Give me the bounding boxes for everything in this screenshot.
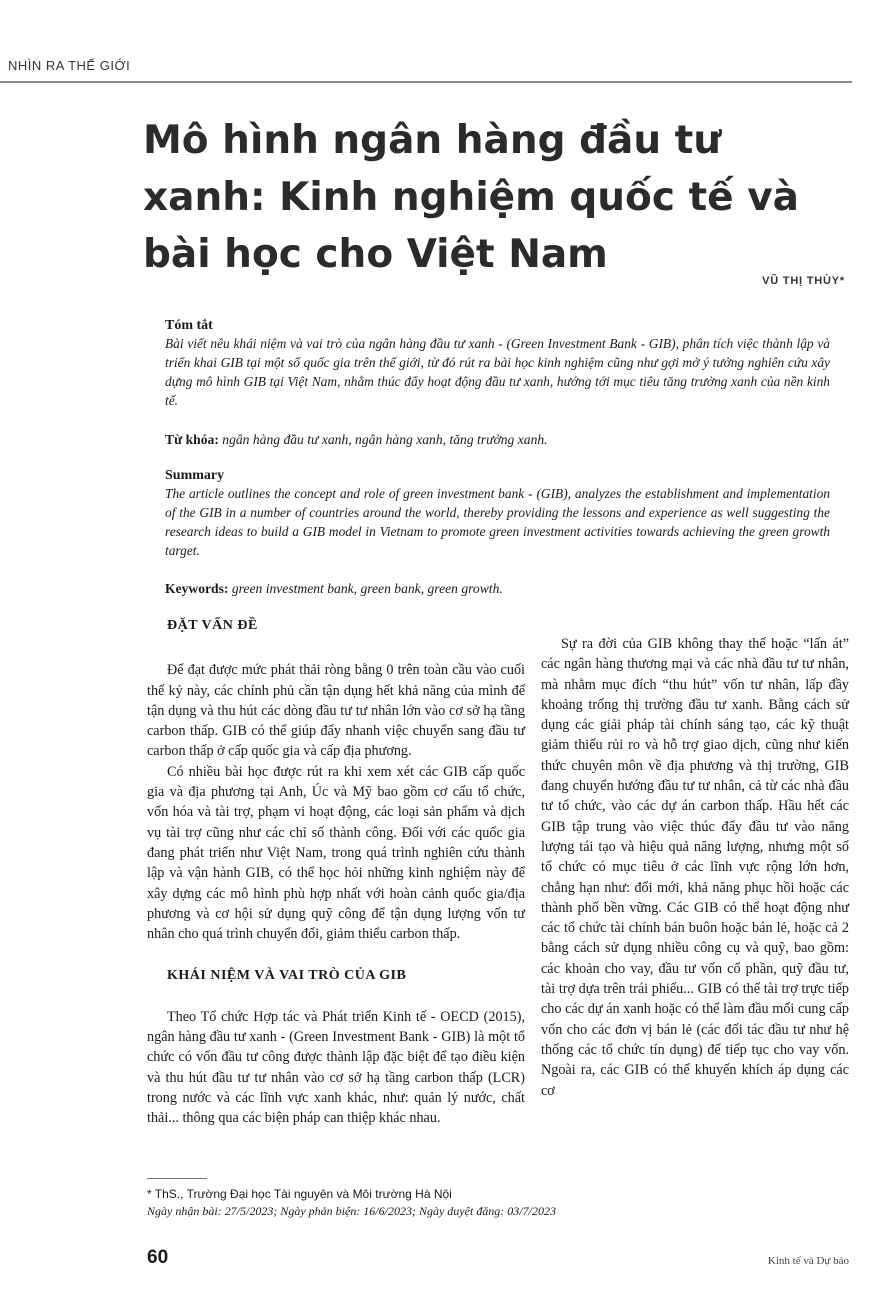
abstract-en-heading: Summary	[165, 468, 225, 483]
keywords-vi	[165, 430, 830, 449]
body-paragraph-3: Theo Tổ chức Hợp tác và Phát triển Kinh tế - OECD (2015), ngân hàng đầu tư xanh - (Green Investment Bank - GIB) là một tổ chức có vốn đầu tư công được thành lập đặc biệt để tạo điều kiện và thu hút đầu tư tư nhân vào cơ sở hạ tầng carbon thấp (LCR) trong nước và các lĩnh vực xanh khác, như: quản lý nước, chất thải... thông qua các biện pháp can thiệp khác nhau.	[147, 1008, 525, 1127]
section-heading-intro: ĐẶT VẤN ĐỀ	[167, 618, 258, 633]
abstract-en	[165, 467, 830, 560]
keywords-vi-label: Từ khóa:	[165, 432, 219, 447]
section-heading-concept: KHÁI NIỆM VÀ VAI TRÒ CỦA GIB	[167, 968, 407, 984]
footnote	[147, 1186, 707, 1220]
abstract-en-text: The article outlines the concept and role of green investment bank - (GIB), analyzes the establishment and implementation of the GIB in a number of countries around the world, thereby providing the lessons and experience as well suggesting the research ideas to build a GIB model in Vietnam to promote green investment activities towards achieving the green growth target.	[165, 486, 830, 558]
keywords-en-text: green investment bank, green bank, green growth.	[231, 581, 503, 596]
body-paragraph-4: Sự ra đời của GIB không thay thế hoặc “lấn át” các ngân hàng thương mại và các nhà đầu tư tư nhân, mà nhằm mục đích “thu hút” vốn tư nhân, lấp đầy khoảng trống thị trường đầu tư xanh. Bằng cách sử dụng các giải pháp tài chính sáng tạo, các kỹ thuật giảm thiểu rủi ro và hỗ trợ giao dịch, cũng như kiến thức chuyên môn về địa phương và thị trường, GIB đang chuyển hướng đầu tư tư nhân, cả từ các nhà đầu tư tổ chức, vào các dự án carbon thấp. Hầu hết các GIB tập trung vào việc thúc đẩy đầu tư vào năng lượng tái tạo và hiệu quả năng lượng, nhưng một số tổ chức có mục tiêu ở các lĩnh vực rộng lớn hơn, chẳng hạn như: đổi mới, khả năng phục hồi hoặc các thành phố bền vững. Các GIB có thể hoạt động như các tổ chức tài chính bán buôn hoặc bán lẻ, hoặc cả 2 bằng cách sử dụng nhiều công cụ và quỹ, bao gồm: các khoản cho vay, đầu tư vốn cổ phần, quỹ đầu tư, tài trợ dựa trên trái phiếu... GIB có thể tài trợ trực tiếp cho các dự án xanh hoặc có thể làm đầu mối cung cấp vốn cho các đơn vị bán lẻ (các đối tác đầu tư như hệ thống các tổ chức tín dụng) để tiếp tục cho vay vốn. Ngoài ra, các GIB có thể khuyến khích áp dụng các cơ	[541, 636, 849, 1099]
article-title: Mô hình ngân hàng đầu tư xanh: Kinh nghiệm quốc tế và bài học cho Việt Nam	[143, 118, 799, 277]
body-left-column	[147, 610, 525, 1129]
keywords-vi-text: ngân hàng đầu tư xanh, ngân hàng xanh, tăng trưởng xanh.	[222, 432, 548, 447]
body-paragraph-2: Có nhiều bài học được rút ra khi xem xét các GIB cấp quốc gia và địa phương tại Anh, Úc và Mỹ bao gồm cơ cấu tổ chức, vốn hóa và tài trợ, phạm vi hoạt động, các loại sản phẩm và dịch vụ tài trợ cũng như các chỉ số thành công. Đối với các quốc gia đang phát triển như Việt Nam, trong quá trình nghiên cứu thành lập và vận hành GIB, có thể học hỏi những kinh nghiệm này để xây dựng các mô hình phù hợp nhất với hoàn cảnh quốc gia/địa phương và cơ hội sử dụng quỹ công để tận dụng lượng vốn tư nhân cho quá trình chuyển đổi, giảm thiểu carbon thấp.	[147, 763, 525, 943]
footnote-rule	[147, 1178, 207, 1179]
body-right-column	[541, 634, 849, 1101]
footnote-dates: Ngày nhận bài: 27/5/2023; Ngày phản biện: 16/6/2023; Ngày duyệt đăng: 03/7/2023	[147, 1204, 556, 1218]
abstract-vi-heading: Tóm tắt	[165, 318, 213, 333]
author-name: VŨ THỊ THÙY*	[762, 275, 845, 287]
footnote-affiliation: * ThS., Trường Đại học Tài nguyên và Môi trường Hà Nội	[147, 1187, 452, 1201]
journal-name: Kinh tế và Dự báo	[767, 1255, 849, 1267]
body-paragraph-1: Để đạt được mức phát thải ròng bằng 0 trên toàn cầu vào cuối thế kỷ này, các chính phủ cần tận dụng hết khả năng của mình để tận dụng và thu hút các dòng đầu tư tư nhân lớn vào cơ sở hạ tầng carbon thấp. GIB có thể giúp đẩy nhanh việc chuyển sang đầu tư carbon thấp ở cấp quốc gia và cấp địa phương.	[147, 662, 525, 760]
page-number: 60	[147, 1247, 169, 1268]
keywords-en	[165, 579, 830, 598]
abstract-vi-text: Bài viết nêu khái niệm và vai trò của ngân hàng đầu tư xanh - (Green Investment Bank - GIB), phân tích việc thành lập và triển khai GIB tại một số quốc gia trên thế giới, từ đó rút ra bài học kinh nghiệm cũng như gợi mở ý tưởng nghiên cứu xây dựng mô hình GIB tại Việt Nam, nhằm thúc đẩy hoạt động đầu tư xanh, hướng tới mục tiêu tăng trưởng xanh của nền kinh tế.	[165, 336, 830, 408]
header-rule	[0, 81, 852, 83]
abstract-vi	[165, 317, 830, 410]
section-label: NHÌN RA THẾ GIỚI	[8, 58, 131, 73]
keywords-en-label: Keywords:	[165, 581, 229, 596]
